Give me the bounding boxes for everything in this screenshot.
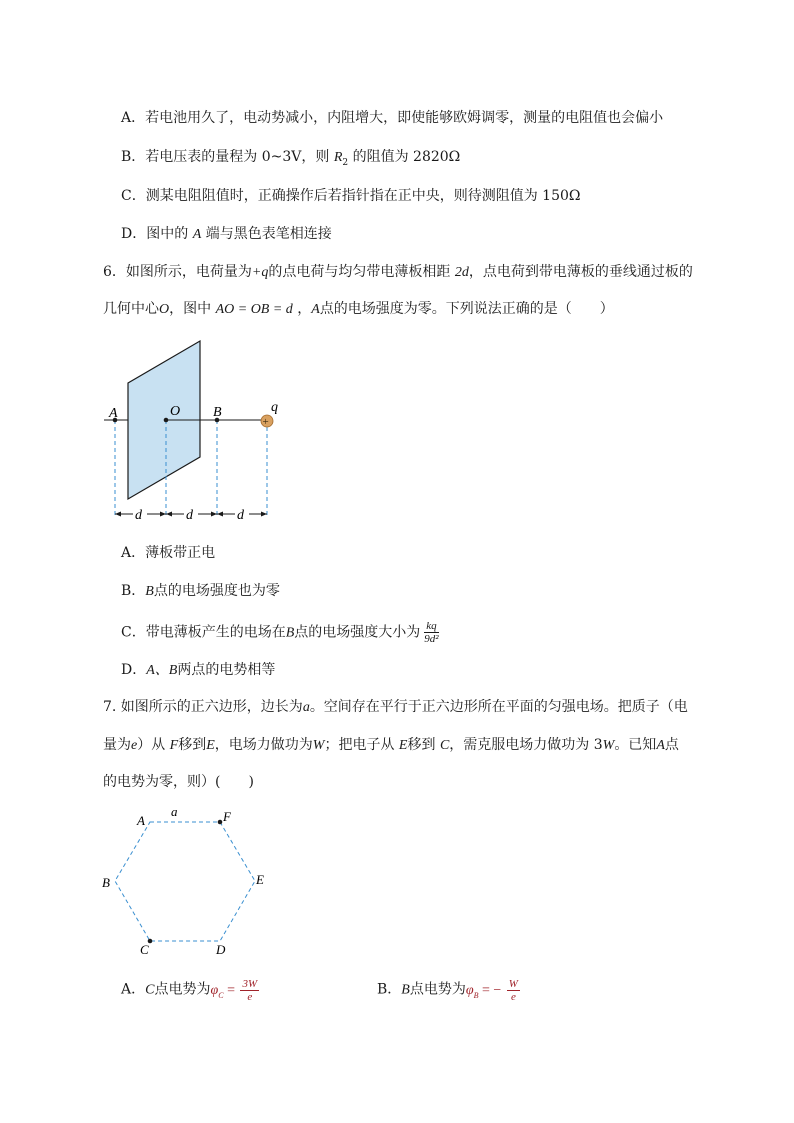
label-c: C — [140, 942, 149, 957]
q6-stem-line2 — [103, 299, 614, 320]
q6-option-d-vars: A、B — [146, 663, 178, 678]
q5-option-b-text: B．若电压表的量程为 0~3V，则 — [121, 149, 334, 165]
q5-option-d-text: D．图中的 — [121, 226, 193, 242]
dim-arrow — [160, 512, 166, 517]
equals-sign: = — [223, 982, 239, 998]
q7-option-b — [377, 978, 522, 1006]
dim-label-3: d — [237, 508, 244, 523]
fraction-numerator: W — [508, 978, 518, 990]
q6-option-a: A．薄板带正电 — [121, 545, 216, 561]
q6-option-d-text: D． — [121, 662, 147, 678]
q5-option-b-tail: 的阻值为 2820Ω — [348, 149, 461, 165]
q5-option-d — [121, 224, 332, 245]
q6-equation: AO = OB = d — [215, 302, 293, 317]
q6-option-b-tail: 点的电场强度也为零 — [153, 583, 280, 599]
q7-option-b-var: B — [401, 982, 410, 998]
q6-option-c-var: B — [285, 625, 295, 641]
q7-symbol: W — [312, 738, 325, 753]
label-side-a: a — [171, 804, 178, 819]
q7-stem-text: 点 — [664, 737, 679, 753]
phi-symbol: φ — [210, 982, 219, 998]
charge-plus-sign: + — [262, 416, 269, 428]
dim-arrow — [261, 512, 267, 517]
q7-symbol: C — [439, 738, 450, 753]
point-f — [218, 820, 223, 825]
q6-stem-text: 几何中心 — [103, 301, 159, 317]
q7-stem-text: 7. 如图所示的正六边形，边长为 — [103, 699, 303, 715]
q7-symbol: A — [656, 738, 665, 753]
q6-distance-symbol: 2d — [454, 265, 469, 280]
q7-symbol: E — [206, 738, 215, 753]
point-o — [164, 418, 169, 423]
q5-option-b-sub: 2 — [342, 157, 349, 168]
fraction-denominator: 9d² — [424, 633, 439, 645]
label-a: A — [137, 813, 145, 828]
dim-arrow — [166, 512, 172, 517]
q7-option-a-text: A． — [121, 981, 146, 998]
phi-symbol: φ — [465, 982, 474, 998]
q6-figure — [100, 335, 290, 530]
q7-stem-text: 移到 — [407, 737, 440, 753]
q6-option-b — [121, 581, 280, 602]
q6-point-symbol: A — [311, 302, 320, 317]
label-b: B — [213, 405, 222, 420]
dim-label-2: d — [186, 508, 193, 523]
q7-stem-line2 — [103, 735, 679, 756]
hexagon — [115, 822, 255, 941]
q7-option-a — [121, 978, 261, 1006]
label-d: D — [216, 942, 226, 957]
q7-stem-text: ，电场力做功为 — [214, 737, 313, 753]
q7-stem-text: 。空间存在平行于正六边形所在平面的匀强电场。把质子（电 — [309, 699, 688, 715]
q6-point-symbol: O — [159, 302, 170, 317]
q6-option-c-fraction — [422, 620, 440, 645]
q7-option-a-var: C — [145, 982, 155, 998]
q6-charge-symbol: +q — [251, 265, 269, 280]
q7-stem-line3: 的电势为零，则）( ) — [103, 774, 254, 790]
q7-stem-text: ；把电子从 — [324, 737, 399, 753]
q6-stem-text: 点的电场强度为零。下列说法正确的是（ ） — [319, 301, 614, 317]
q7-option-b-fraction — [507, 978, 520, 1003]
q7-stem-text: 移到 — [178, 737, 207, 753]
q7-option-b-text: B． — [377, 981, 402, 998]
q6-option-b-var: B — [145, 584, 154, 599]
phi-subscript: C — [218, 990, 224, 1000]
q6-stem-text: 的点电荷与均匀带电薄板相距 — [268, 264, 455, 280]
label-b: B — [102, 875, 110, 890]
q5-option-b-var: R — [333, 150, 343, 165]
q5-option-c: C．测某电阻阻值时，正确操作后若指针指在正中央，则待测阻值为 150Ω — [121, 188, 581, 204]
label-o: O — [170, 404, 181, 419]
fraction-numerator: kq — [426, 620, 437, 632]
dim-arrow — [115, 512, 121, 517]
q7-hexagon-figure — [96, 802, 276, 962]
q7-stem-text: 。已知 — [614, 737, 657, 753]
q5-option-b — [121, 147, 460, 173]
q7-option-a-fraction — [240, 978, 259, 1003]
q6-option-c-text2: 点的电场强度大小为 — [294, 624, 421, 641]
fraction-denominator: e — [510, 991, 516, 1003]
q7-option-a-text2: 点电势为 — [154, 981, 211, 998]
q6-option-b-text: B． — [121, 583, 146, 599]
label-q: q — [271, 400, 278, 415]
q7-symbol: e — [131, 738, 138, 753]
q7-stem-text: ，需克服电场力做功为 3 — [449, 737, 603, 753]
q5-option-d-var: A — [192, 227, 202, 242]
q5-option-d-tail: 端与黑色表笔相连接 — [201, 226, 332, 242]
label-e: E — [256, 872, 264, 887]
q6-option-d-tail: 两点的电势相等 — [177, 662, 276, 678]
q6-option-d — [121, 660, 275, 681]
q6-stem-line1 — [103, 262, 693, 283]
q6-option-c-text: C．带电薄板产生的电场在 — [121, 624, 286, 641]
dim-arrow — [211, 512, 217, 517]
q7-option-b-formula — [465, 978, 522, 1003]
q6-stem-text: ，图中 — [169, 301, 216, 317]
equals-sign: = − — [478, 982, 505, 998]
label-f: F — [223, 809, 231, 824]
q7-symbol: E — [398, 738, 408, 753]
q7-option-a-formula — [210, 978, 261, 1003]
q7-stem-text: ）从 — [137, 737, 170, 753]
dim-label-1: d — [135, 508, 142, 523]
q7-stem-line1 — [103, 697, 688, 718]
q7-stem-text: 量为 — [103, 737, 131, 753]
label-a: A — [109, 406, 118, 421]
q5-option-a: A．若电池用久了，电动势减小，内阻增大，即使能够欧姆调零，测量的电阻值也会偏小 — [121, 110, 664, 126]
phi-subscript: B — [473, 990, 479, 1000]
q6-stem-text: ， — [292, 301, 312, 317]
q7-option-b-text2: 点电势为 — [409, 981, 466, 998]
q7-symbol: F — [169, 738, 179, 753]
fraction-denominator: e — [247, 991, 253, 1003]
q6-stem-text: ，点电荷到带电薄板的垂线通过板的 — [468, 264, 693, 280]
q6-option-c — [121, 620, 443, 645]
q7-side-symbol: a — [302, 700, 310, 715]
fraction-numerator: 3W — [242, 978, 258, 990]
q7-symbol: W — [602, 738, 615, 753]
q6-stem-text: 6．如图所示，电荷量为 — [103, 264, 252, 280]
dim-arrow — [217, 512, 223, 517]
